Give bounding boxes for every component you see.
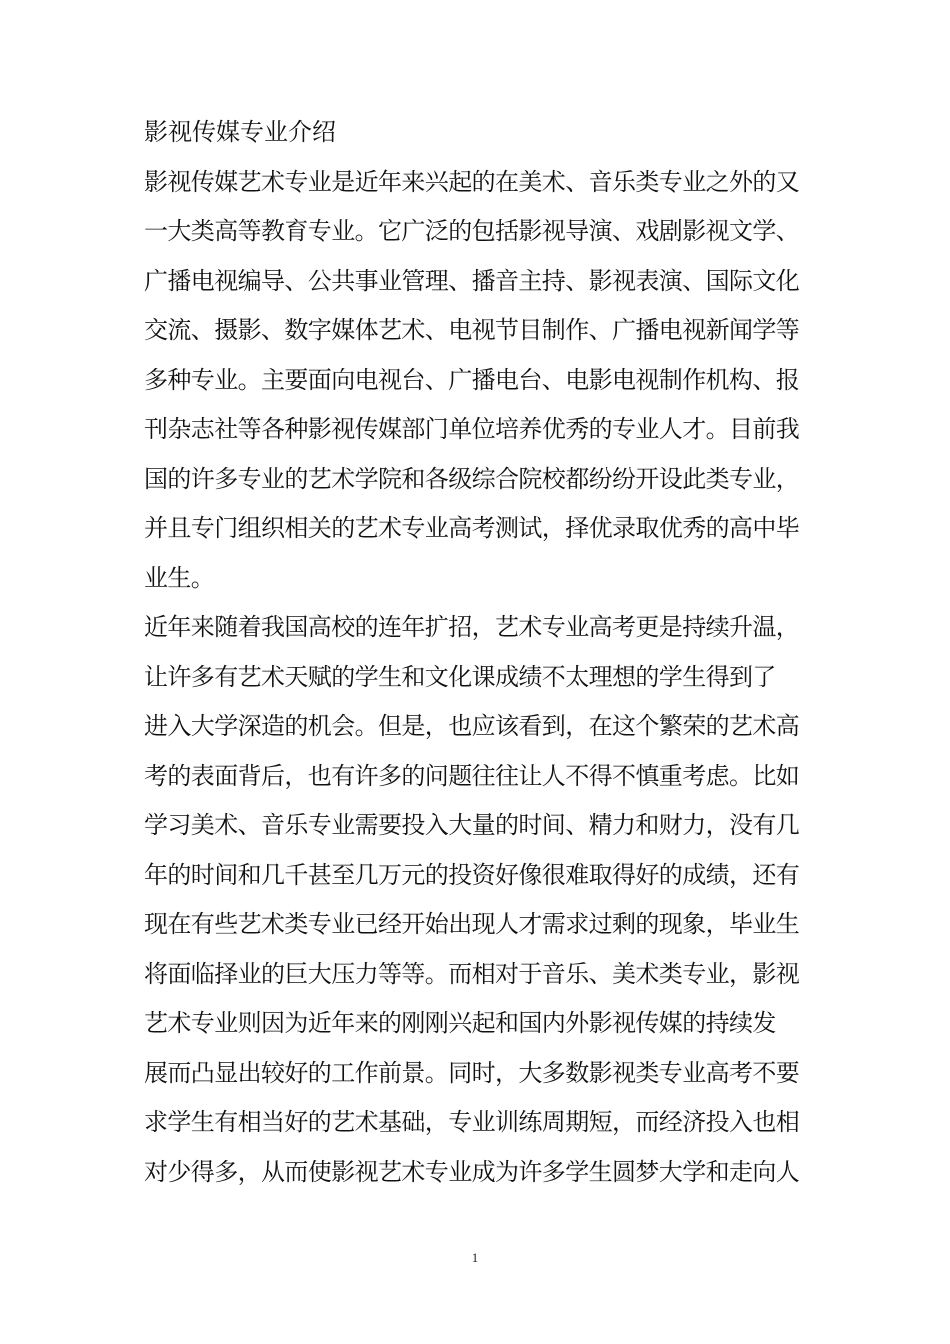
text-line: 并且专门组织相关的艺术专业高考测试，择优录取优秀的高中毕 xyxy=(144,514,800,542)
text-line: 多种专业。主要面向电视台、广播电台、电影电视制作机构、报 xyxy=(144,365,800,394)
text-line: 学习美术、音乐专业需要投入大量的时间、精力和财力，没有几 xyxy=(144,811,800,839)
text-line: 艺术专业则因为近年来的刚刚兴起和国内外影视传媒的持续发 xyxy=(144,1009,776,1037)
text-line: 影视传媒艺术专业是近年来兴起的在美术、音乐类专业之外的又 xyxy=(144,167,800,196)
text-line: 一大类高等教育专业。它广泛的包括影视导演、戏剧影视文学、 xyxy=(144,217,800,245)
text-line: 求学生有相当好的艺术基础，专业训练周期短，而经济投入也相 xyxy=(144,1108,800,1136)
page-number: 1 xyxy=(471,1250,479,1265)
paragraph-1 xyxy=(144,158,812,604)
text-line: 刊杂志社等各种影视传媒部门单位培养优秀的专业人才。目前我 xyxy=(144,415,800,443)
text-line: 展而凸显出较好的工作前景。同时，大多数影视类专业高考不要 xyxy=(144,1058,800,1087)
text-line: 国的许多专业的艺术学院和各级综合院校都纷纷开设此类专业， xyxy=(144,464,800,493)
text-line: 广播电视编导、公共事业管理、播音主持、影视表演、国际文化 xyxy=(144,266,800,295)
text-line: 年的时间和几千甚至几万元的投资好像很难取得好的成绩，还有 xyxy=(144,860,800,889)
text-line: 让许多有艺术天赋的学生和文化课成绩不太理想的学生得到了 xyxy=(144,662,776,691)
text-line: 进入大学深造的机会。但是，也应该看到，在这个繁荣的艺术高 xyxy=(144,712,800,740)
text-line: 交流、摄影、数字媒体艺术、电视节目制作、广播电视新闻学等 xyxy=(144,316,800,344)
text-line: 业生。 xyxy=(144,563,215,592)
document-body xyxy=(144,108,812,1197)
text-line: 考的表面背后，也有许多的问题往往让人不得不慎重考虑。比如 xyxy=(144,761,800,790)
text-line: 对少得多，从而使影视艺术专业成为许多学生圆梦大学和走向人 xyxy=(144,1157,800,1186)
text-line: 将面临择业的巨大压力等等。而相对于音乐、美术类专业，影视 xyxy=(144,959,800,988)
document-title: 影视传媒专业介绍 xyxy=(144,118,336,146)
text-line: 现在有些艺术类专业已经开始出现人才需求过剩的现象，毕业生 xyxy=(144,910,800,938)
text-line: 近年来随着我国高校的连年扩招，艺术专业高考更是持续升温， xyxy=(144,613,800,641)
paragraph-2 xyxy=(144,603,812,1197)
